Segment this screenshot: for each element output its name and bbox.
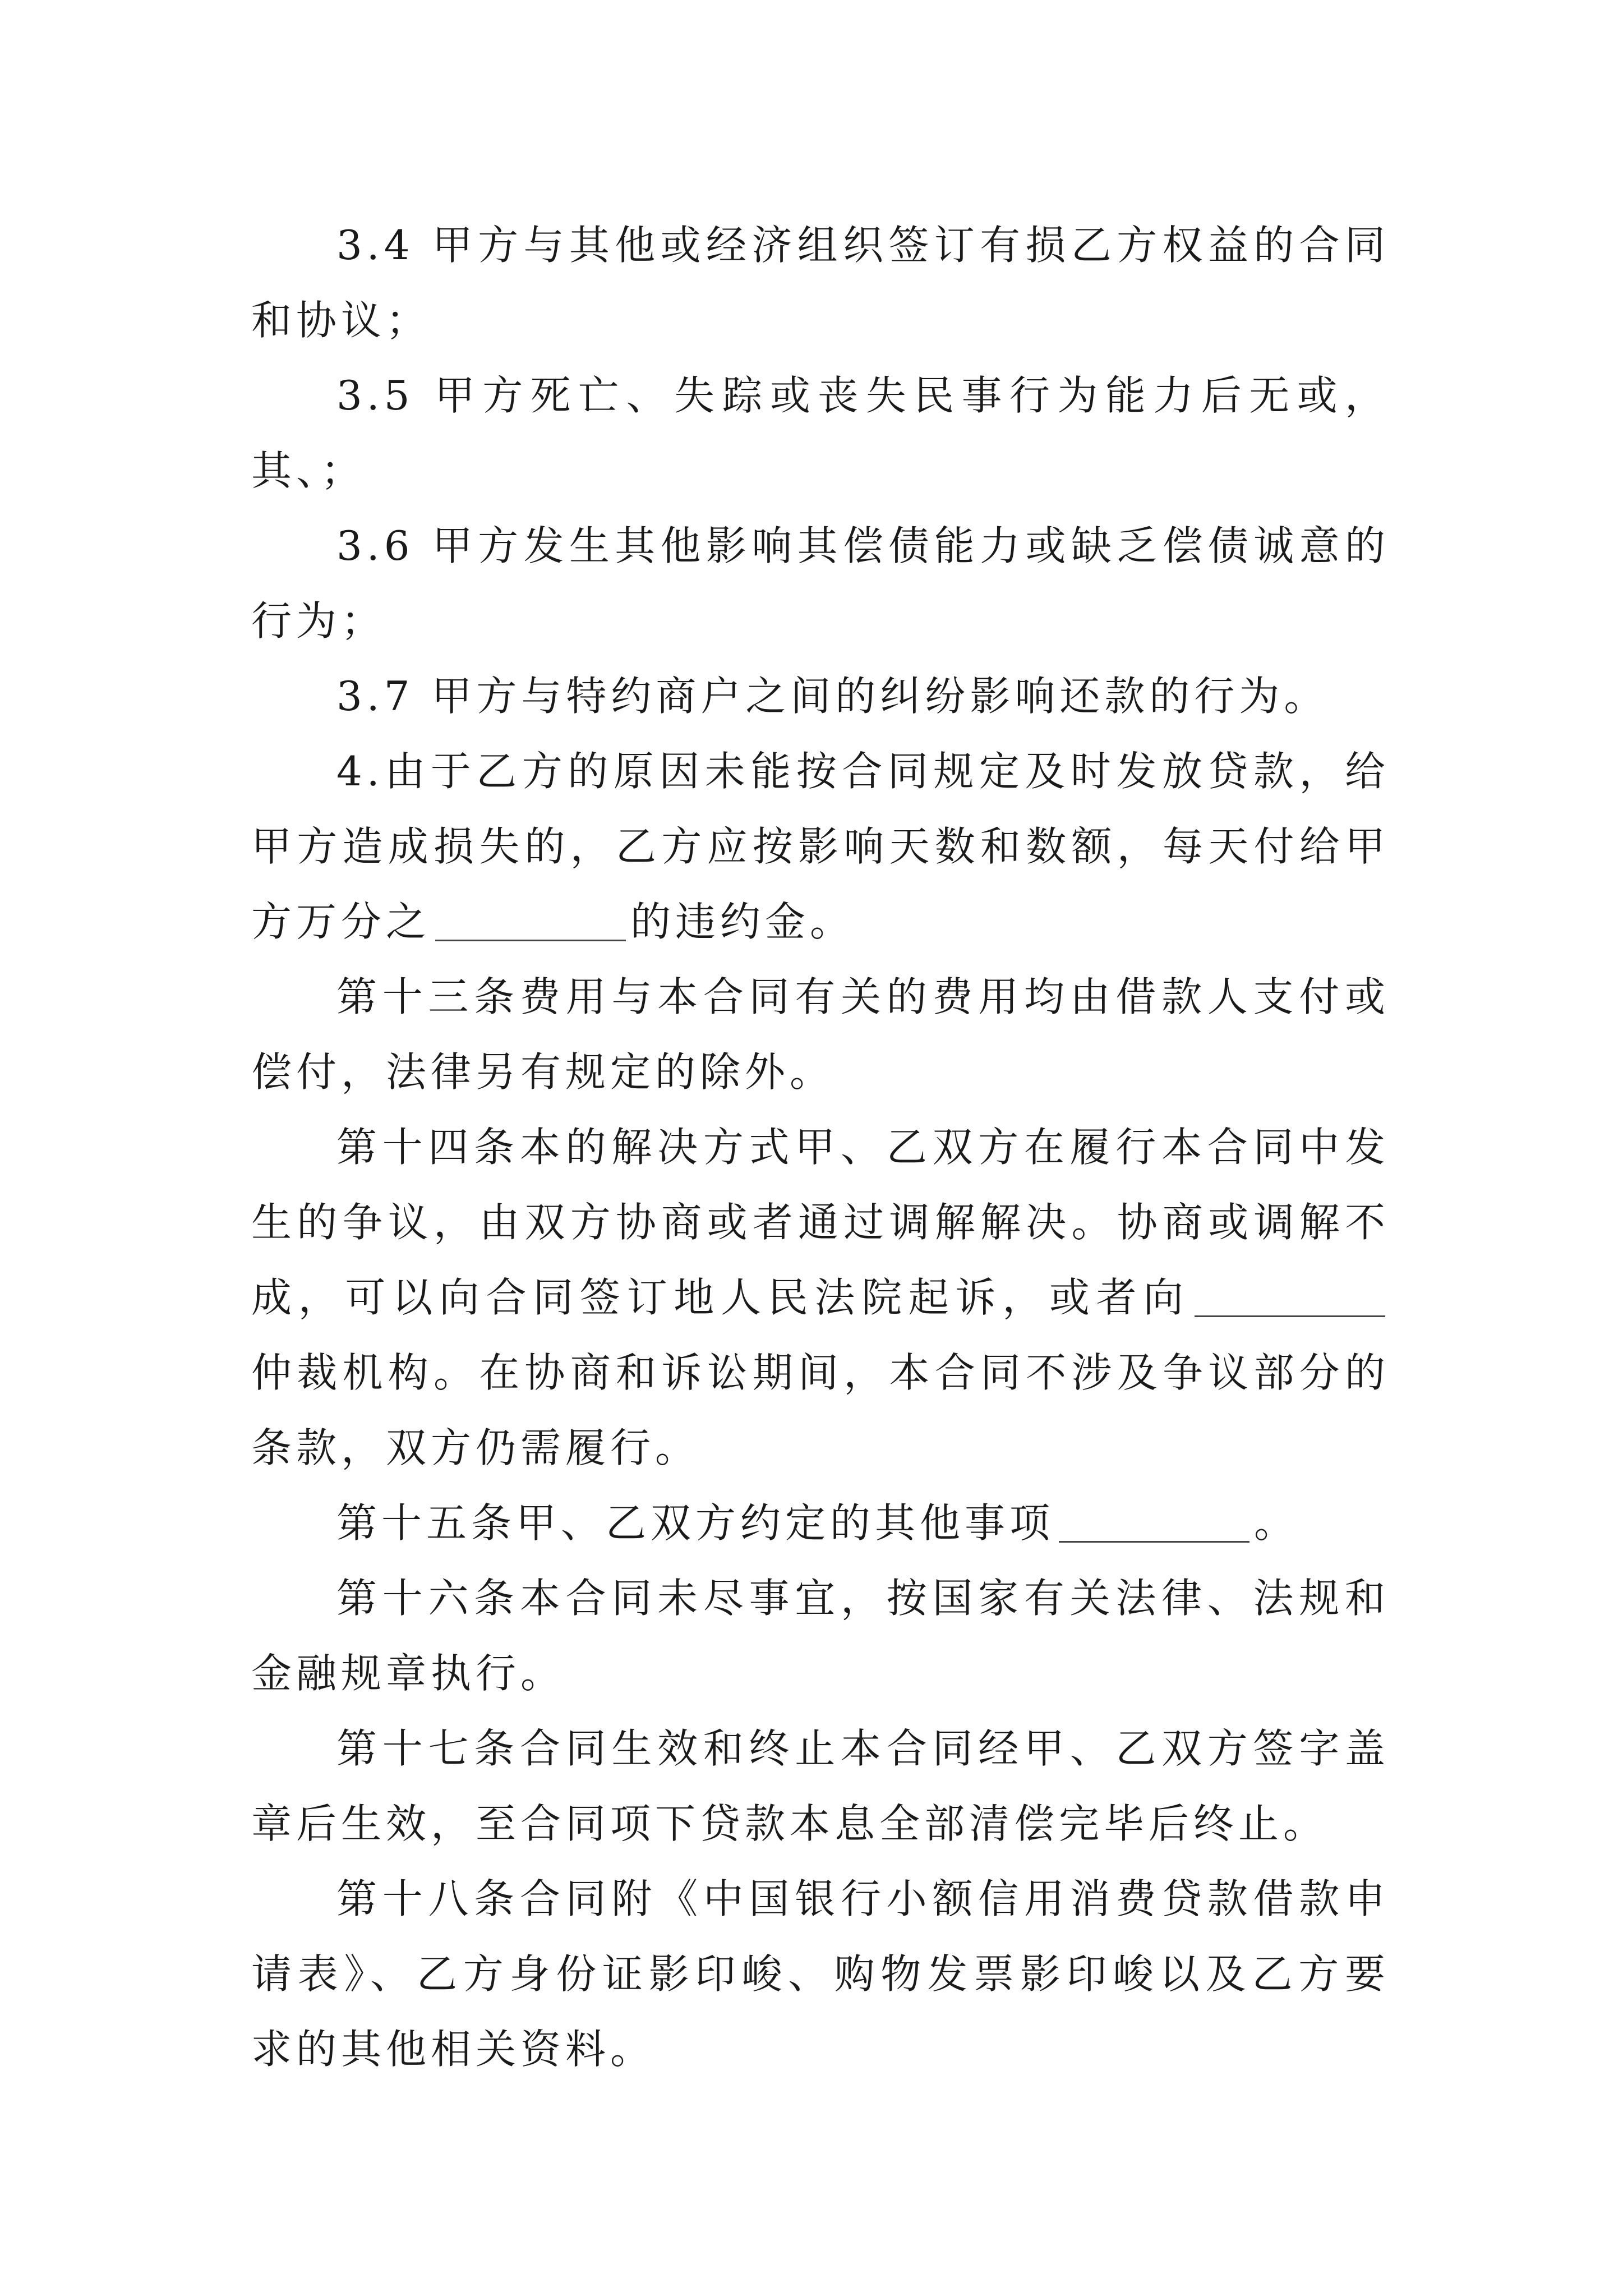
article-15 (251, 1485, 1390, 1561)
clause-4-text: 4.由于乙方的原因未能按合同规定及时发放贷款，给甲方造成损失的，乙方应按影响天数和数额，每天付给甲方万分之 (251, 748, 1390, 945)
article-14-text-end: 仲裁机构。在协商和诉讼期间，本合同不涉及争议部分的条款，双方仍需履行。 (251, 1349, 1390, 1471)
clause-4 (251, 734, 1390, 959)
article-18: 第十八条合同附《中国银行小额信用消费贷款借款申请表》、乙方身份证影印峻、购物发票影印峻以及乙方要求的其他相关资料。 (251, 1875, 1390, 2073)
clause-3-5: 3.5 甲方死亡、失踪或丧失民事行为能力后无或，其、； (251, 372, 1390, 494)
penalty-rate-blank (435, 898, 626, 941)
document-page (251, 208, 1390, 2087)
arbitration-body-blank (1195, 1274, 1385, 1317)
other-matters-blank (1059, 1499, 1249, 1543)
article-17: 第十七条合同生效和终止本合同经甲、乙双方签字盖章后生效，至合同项下贷款本息全部清偿完毕后终止。 (251, 1725, 1390, 1847)
article-14 (251, 1110, 1390, 1485)
clause-3-6: 3.6 甲方发生其他影响其偿债能力或缺乏偿债诚意的行为； (251, 522, 1390, 645)
article-16: 第十六条本合同未尽事宜，按国家有关法律、法规和金融规章执行。 (251, 1575, 1390, 1697)
article-13: 第十三条费用与本合同有关的费用均由借款人支付或偿付，法律另有规定的除外。 (251, 973, 1390, 1096)
clause-3-7: 3.7 甲方与特约商户之间的纠纷影响还款的行为。 (336, 673, 1329, 720)
clause-4-text-end: 的违约金。 (630, 898, 855, 945)
clause-3-4: 3.4 甲方与其他或经济组织签订有损乙方权益的合同和协议； (251, 222, 1390, 344)
article-15-text-end: 。 (1254, 1499, 1299, 1547)
article-14-text: 第十四条本的解决方式甲、乙双方在履行本合同中发生的争议，由双方协商或者通过调解解决。协商或调解不成，可以向合同签订地人民法院起诉，或者向 (251, 1124, 1390, 1321)
article-15-text: 第十五条甲、乙双方约定的其他事项 (336, 1499, 1055, 1547)
